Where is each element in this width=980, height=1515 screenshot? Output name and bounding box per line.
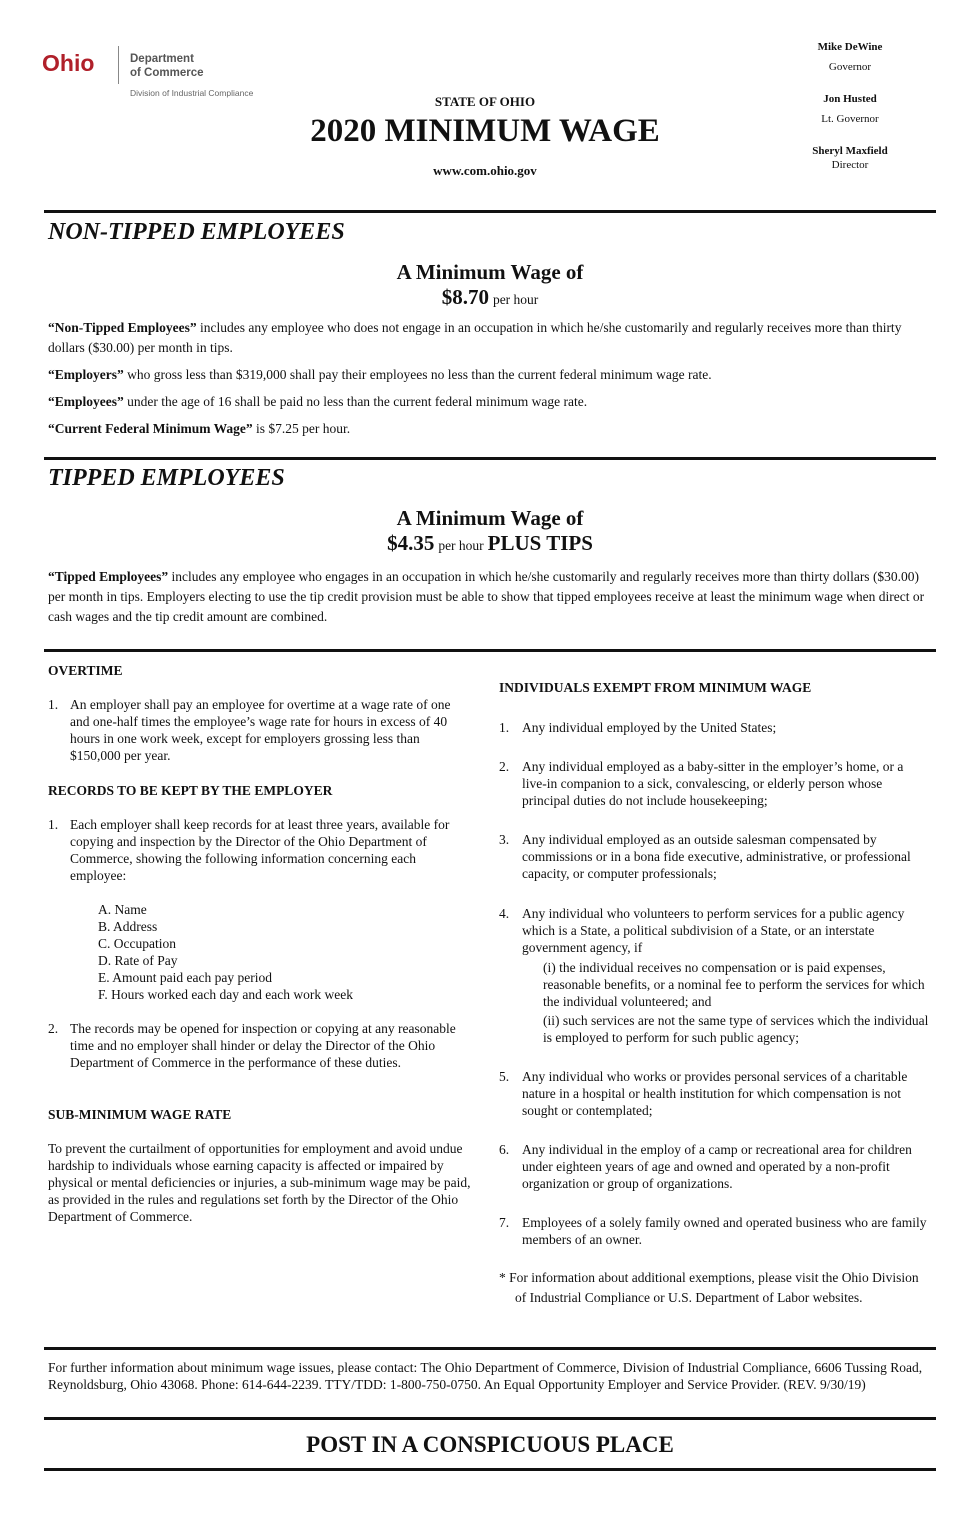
item-number: 4. <box>499 906 510 921</box>
definition-term: “Current Federal Minimum Wage” <box>48 421 253 436</box>
tipped-title: TIPPED EMPLOYEES <box>48 465 285 491</box>
ohio-logo <box>42 46 282 102</box>
definition-text: is $7.25 per hour. <box>252 421 351 436</box>
list-item: E. Amount paid each pay period <box>98 970 272 985</box>
item-number: 1. <box>48 817 59 832</box>
divider <box>44 457 936 460</box>
divider <box>44 649 936 652</box>
non-tipped-wage <box>340 285 640 310</box>
non-tipped-title: NON-TIPPED EMPLOYEES <box>48 219 345 245</box>
item-number: 6. <box>499 1142 510 1157</box>
tipped-wage-heading: A Minimum Wage of <box>396 506 584 530</box>
definition-term: “Tipped Employees” <box>48 569 169 584</box>
right-column <box>499 679 931 1329</box>
official-name: Jon Husted <box>823 93 877 105</box>
tipped-paragraph <box>48 567 928 627</box>
item-text: Any individual in the employ of a camp or recreational area for children under eighteen years of age and owned and operated by a non-profit organization or group of organizations. <box>522 1142 912 1191</box>
tipped-wage-value: $4.35 <box>387 531 435 555</box>
item-text: Employees of a solely family owned and operated business who are family members of an owner. <box>522 1215 927 1247</box>
post-notice: POST IN A CONSPICUOUS PLACE <box>306 1432 674 1457</box>
website: www.com.ohio.gov <box>433 163 537 178</box>
definition-paragraph <box>48 419 928 439</box>
item-number: 1. <box>499 720 510 735</box>
definition-paragraph <box>48 318 928 358</box>
divider <box>44 1468 936 1471</box>
exemptions-note: * For information about additional exemptions, please visit the Ohio Division of Industrial Compliance or U.S. Department of Labor websites. <box>499 1270 919 1305</box>
item-number: 7. <box>499 1215 510 1230</box>
sub-minimum-text: To prevent the curtailment of opportunities for employment and avoid undue hardship to individuals whose earning capacity is affected or impaired by physical or mental deficiencies or injuries, a sub-minimum wage may be paid, as provided in the rules and regulations set forth by the Director of the Ohio Department of Commerce. <box>48 1141 471 1224</box>
item-number: 2. <box>499 759 510 774</box>
list-item: F. Hours worked each day and each work week <box>98 987 353 1002</box>
non-tipped-paragraphs <box>48 318 928 439</box>
exempt-subitem: (i) the individual receives no compensation or is paid expenses, reasonable benefits, or a nominal fee to perform the services for which the individual volunteered; and <box>543 960 925 1009</box>
sub-minimum-heading: SUB-MINIMUM WAGE RATE <box>48 1107 232 1122</box>
exempt-heading: INDIVIDUALS EXEMPT FROM MINIMUM WAGE <box>499 680 812 695</box>
item-text: Any individual employed as an outside salesman compensated by commissions or in a bona fide executive, administrative, or professional capacity, or computer professionals; <box>522 832 911 881</box>
divider <box>44 1347 936 1350</box>
official-name: Mike DeWine <box>817 41 883 53</box>
definition-term: “Employees” <box>48 394 124 409</box>
list-item: B. Address <box>98 919 158 934</box>
definition-text: includes any employee who engages in an occupation in which he/she customarily and regularly receives more than thirty dollars ($30.00) per month in tips. Employers electing to use the tip credit provision must be able to show that tipped employees receive at least the minimum wage when direct or cash wages and the tip credit amount are combined. <box>48 569 925 624</box>
definition-term: “Non-Tipped Employees” <box>48 320 197 335</box>
logo-dept-line1: Department <box>130 53 194 65</box>
list-item: C. Occupation <box>98 936 176 951</box>
left-column <box>48 662 478 1242</box>
item-number: 5. <box>499 1069 510 1084</box>
logo-division: Division of Industrial Compliance <box>130 88 254 98</box>
non-tipped-wage-heading: A Minimum Wage of <box>396 260 584 284</box>
officials-list <box>780 40 920 172</box>
definition-term: “Employers” <box>48 367 124 382</box>
records-heading: RECORDS TO BE KEPT BY THE EMPLOYER <box>48 783 333 798</box>
definition-paragraph <box>48 392 928 412</box>
divider <box>44 1417 936 1420</box>
official-name: Sheryl Maxfield <box>812 145 888 157</box>
definition-text: under the age of 16 shall be paid no less than the current federal minimum wage rate. <box>123 394 588 409</box>
item-number: 3. <box>499 832 510 847</box>
item-text: Any individual employed as a baby-sitter in the employer’s home, or a live-in companion to a sick, convalescing, or elderly person whose principal duties do not include housekeeping; <box>522 759 904 808</box>
overtime-heading: OVERTIME <box>48 663 123 678</box>
list-item: D. Rate of Pay <box>98 953 178 968</box>
exempt-subitem: (ii) such services are not the same type of services which the individual is employed to perform for such public agency; <box>543 1013 929 1045</box>
item-text: An employer shall pay an employee for overtime at a wage rate of one and one-half times the employee’s wage rate for hours in excess of 40 hours in one work week, except for employers grossing less than $150,000 per year. <box>70 697 451 763</box>
logo-ohio-wordmark: Ohio <box>42 50 95 76</box>
list-item: A. Name <box>98 902 147 917</box>
contact-info: For further information about minimum wage issues, please contact: The Ohio Department of Commerce, Division of Industrial Compliance, 6606 Tussing Road, Reynoldsburg, Ohio 43068. Phone: 614-644-2239. TTY/TDD: 1-800-750-0750. An Equal Opportunity Employer and Service Provider. (REV. 9/30/19) <box>48 1360 923 1392</box>
definition-text: who gross less than $319,000 shall pay their employees no less than the current federal minimum wage rate. <box>123 367 712 382</box>
official-role: Director <box>831 159 869 171</box>
non-tipped-per-hour: per hour <box>492 292 539 307</box>
item-text: Any individual employed by the United States; <box>522 720 777 735</box>
non-tipped-wage-value: $8.70 <box>441 285 489 309</box>
page-title: 2020 MINIMUM WAGE <box>310 113 660 149</box>
item-text: Any individual who volunteers to perform services for a public agency which is a State, a political subdivision of a State, or an interstate government agency, if <box>522 906 905 955</box>
item-text: Any individual who works or provides personal services of a charitable nature in a hospital or health institution for which compensation is not sought or contemplated; <box>522 1069 908 1118</box>
tipped-wage <box>290 531 690 556</box>
state-label: STATE OF OHIO <box>434 94 536 109</box>
item-number: 1. <box>48 697 59 712</box>
item-number: 2. <box>48 1021 59 1036</box>
item-text: The records may be opened for inspection or copying at any reasonable time and no employer shall hinder or delay the Director of the Ohio Department of Commerce in the performance of these duties. <box>70 1021 456 1070</box>
logo-divider <box>118 46 119 84</box>
divider <box>44 210 936 213</box>
official-role: Governor <box>828 61 872 73</box>
logo-dept-line2: of Commerce <box>130 67 204 79</box>
definition-text: includes any employee who does not engage in an occupation in which he/she customarily and regularly receives more than thirty dollars ($30.00) per month in tips. <box>48 320 902 355</box>
official-role: Lt. Governor <box>821 113 879 125</box>
tipped-per-hour: per hour <box>438 538 484 553</box>
definition-paragraph <box>48 365 928 385</box>
item-text: Each employer shall keep records for at least three years, available for copying and inspection by the Director of the Ohio Department of Commerce, showing the following information concerning each employee: <box>70 817 450 883</box>
records-list <box>98 901 353 1003</box>
plus-tips: PLUS TIPS <box>487 531 593 555</box>
